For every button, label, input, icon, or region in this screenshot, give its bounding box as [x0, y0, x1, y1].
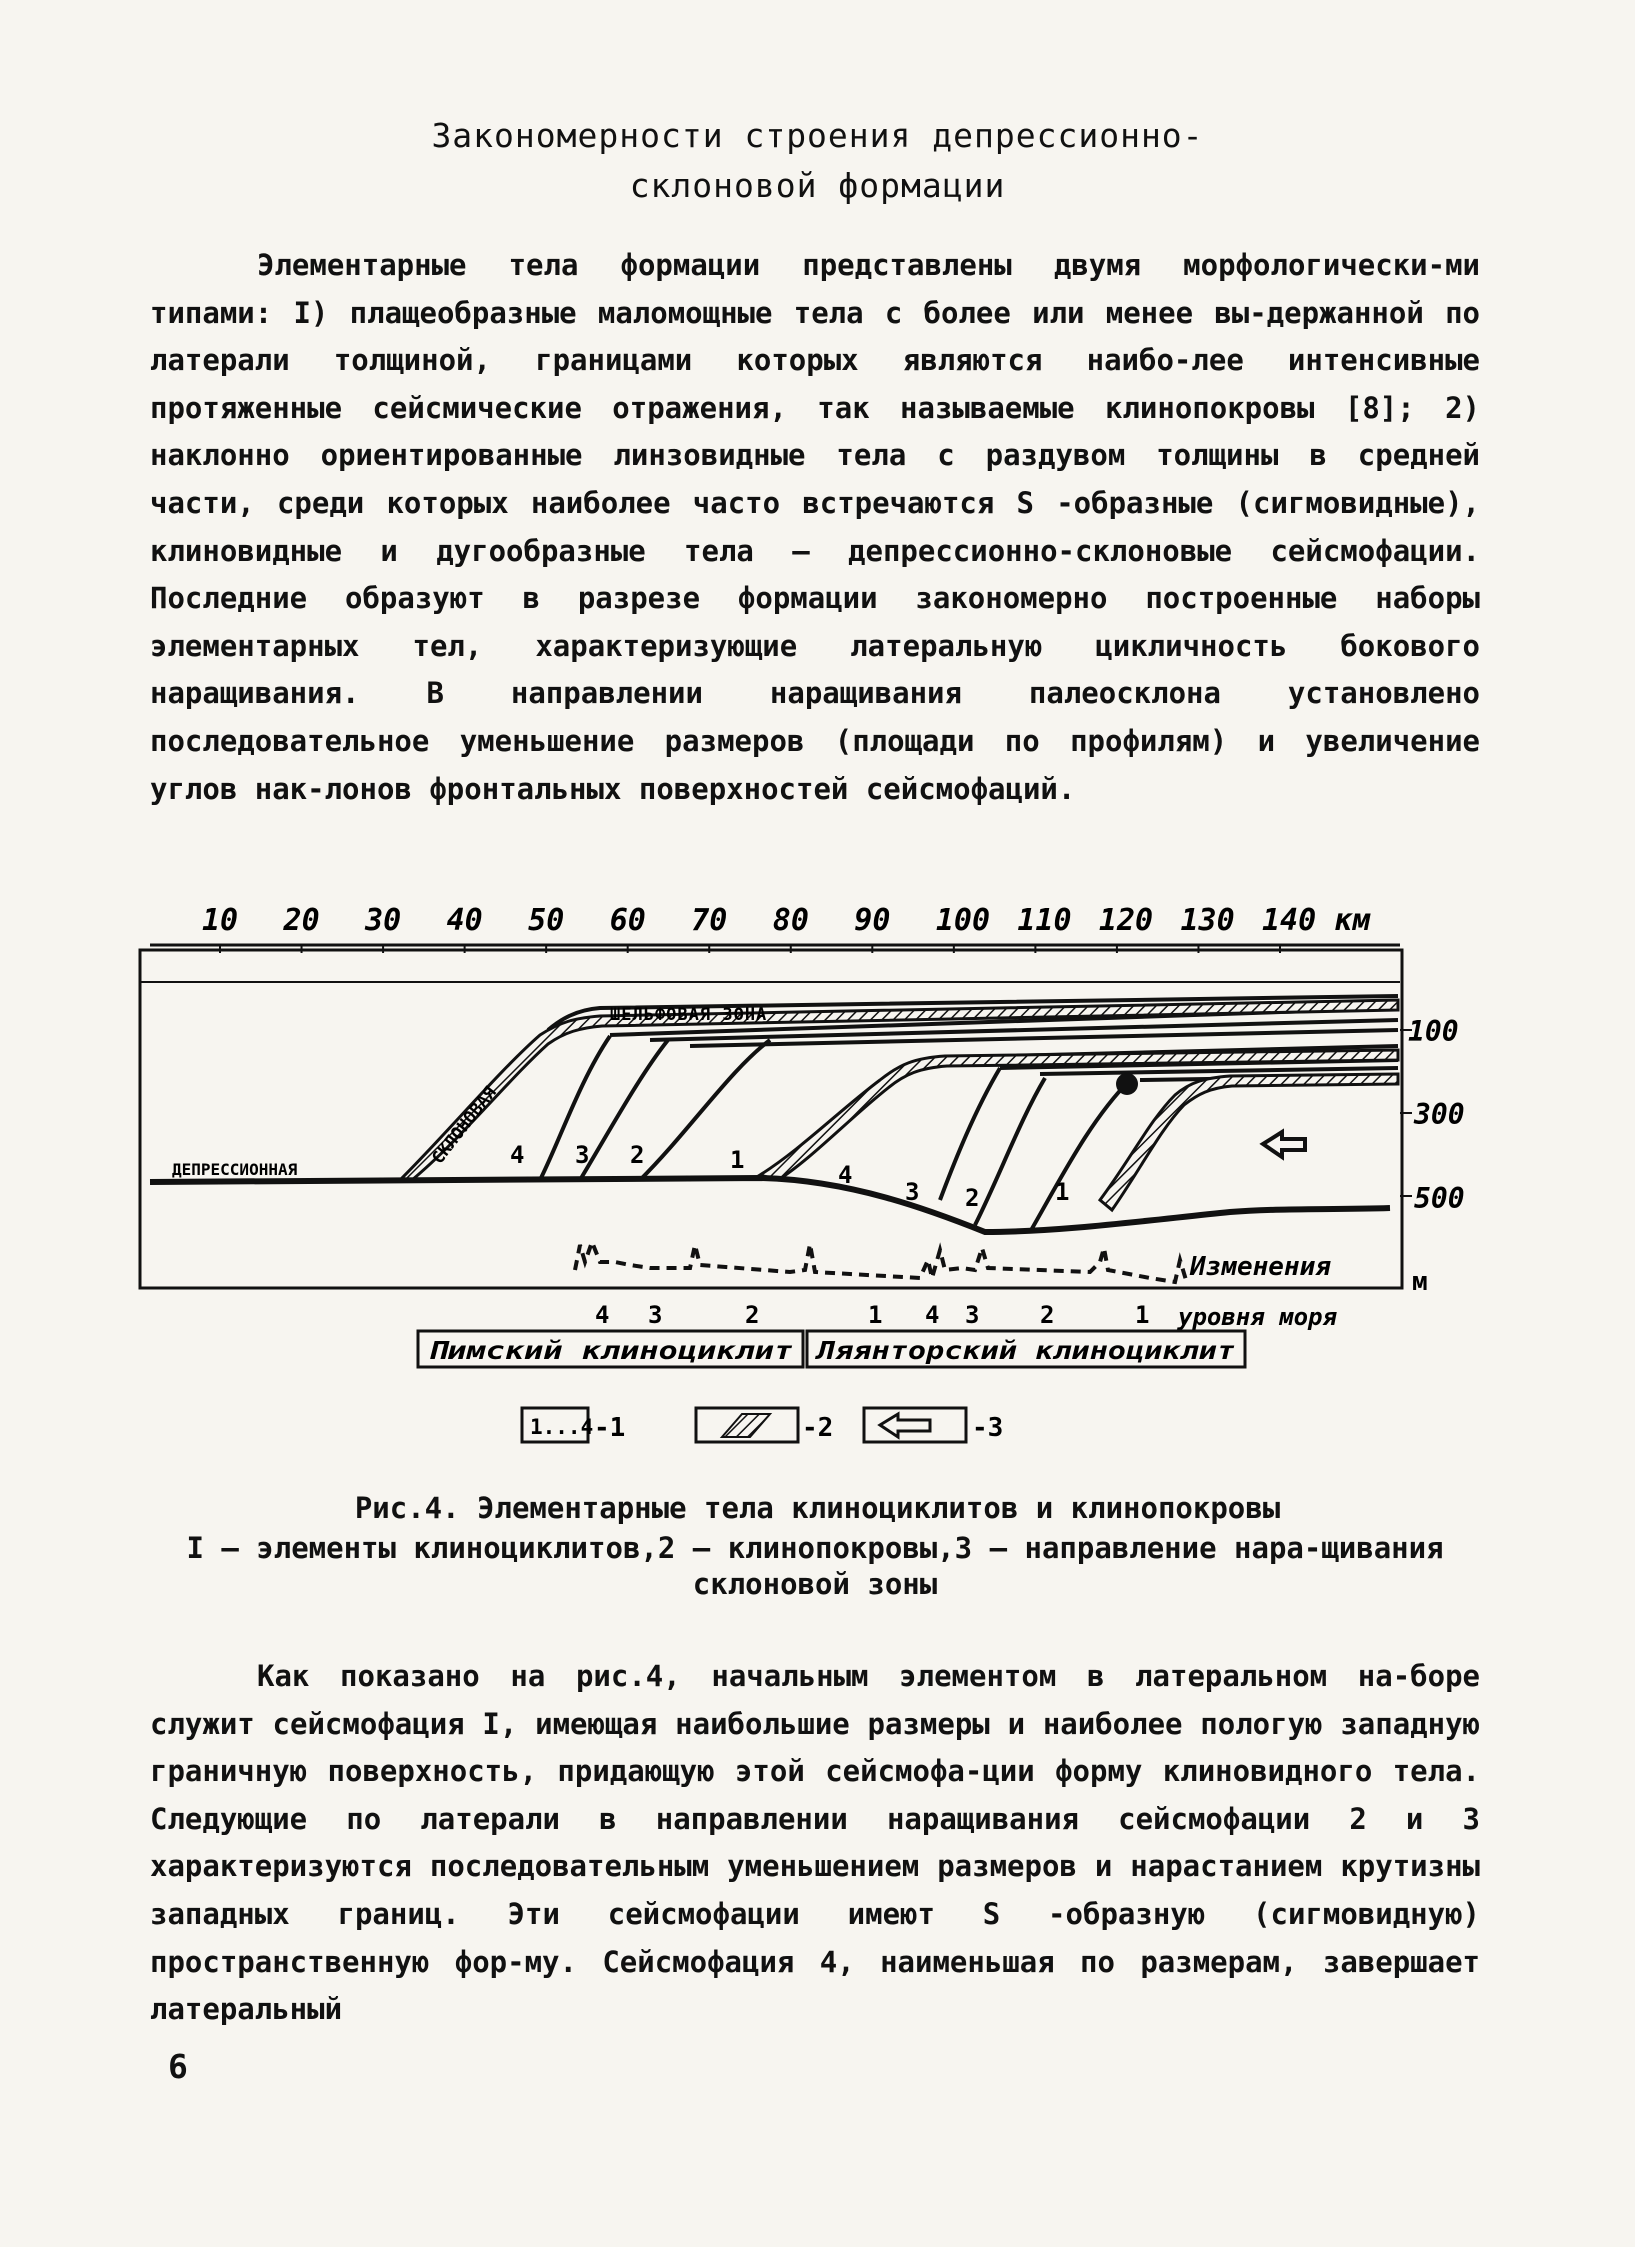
- paragraph-1-text: Элементарные тела формации представлены двумя морфологически-ми типами: I) плащеобразные маломощные тела с более или менее вы-держанной по латерали толщиной, границами которых являются наибо-лее интенсивные протяженные сейсмические отражения, так называемые клинопокровы [8]; 2) наклонно ориентированные линзовидные тела с раздувом толщины в средней части, среди которых наиболее часто встречаются S -образные (сигмовидные), клиновидные и дугообразные тела – депрессионно-склоновые сейсмофации. Последние образуют в разрезе формации закономерно построенные наборы элементарных тел, характеризующие латеральную цикличность бокового наращивания. В направлении наращивания палеосклона установлено последовательное уменьшение размеров (площади по профилям) и увеличение углов нак-лонов фронтальных поверхностей сейсмофаций.: [150, 248, 1480, 806]
- marker-dot: [1116, 1073, 1138, 1095]
- x-axis-tick-label: 140 км: [1262, 903, 1371, 938]
- page-title: Закономерности строения депрессионно-: [431, 116, 1204, 155]
- legend-label-2: -2: [802, 1413, 834, 1443]
- x-axis-tick-label: 40: [446, 903, 483, 938]
- depth-label-500: 500: [1414, 1182, 1465, 1215]
- body-number-right-2: 2: [965, 1184, 980, 1212]
- sea-level-label-1: Изменения: [1190, 1252, 1331, 1282]
- legend-label-1: -1: [594, 1413, 626, 1443]
- depth-label-300: 300: [1414, 1098, 1465, 1131]
- body-number-left-4: 4: [510, 1141, 525, 1169]
- x-axis-tick-label: 30: [365, 903, 402, 938]
- sea-level-number: 2: [1040, 1301, 1055, 1329]
- x-axis-tick-label: 60: [609, 903, 646, 938]
- paragraph-2-text: Как показано на рис.4, начальным элементом в латеральном на-боре служит сейсмофация I, имеющая наибольшие размеры и наиболее пологую западную граничную поверхность, придающую этой сейсмофа-ции форму клиновидного тела. Следующие по латерали в направлении наращивания сейсмофации 2 и 3 характеризуются последовательным уменьшением размеров и нарастанием крутизны западных границ. Эти сейсмофации имеют S -образную (сигмовидную) пространственную фор-му. Сейсмофация 4, наименьшая по размерам, завершает латеральный: [150, 1659, 1480, 2027]
- x-axis-tick-label: 120: [1098, 903, 1154, 938]
- legend-label-3: -3: [972, 1413, 1004, 1443]
- sea-level-number: 3: [965, 1301, 980, 1329]
- clinocyclite-label-pimsky: Пимский клиноциклит: [428, 1336, 793, 1365]
- x-axis-tick-label: 130: [1180, 903, 1235, 938]
- shelf-zone-label: ШЕЛЬФОВАЯ ЗОНА: [610, 1005, 768, 1025]
- formation-base: [150, 1178, 1390, 1232]
- body-number-left-2: 2: [630, 1141, 645, 1169]
- clinopokrov-right: [1100, 1074, 1398, 1210]
- x-axis-tick-label: 80: [772, 903, 809, 938]
- sea-level-number: 2: [745, 1301, 760, 1329]
- figure-caption-title: Рис.4. Элементарные тела клиноциклитов и клинопокровы: [354, 1491, 1281, 1525]
- depression-zone-label: ДЕПРЕССИОННАЯ: [172, 1160, 298, 1179]
- sea-level-number: 4: [925, 1301, 940, 1329]
- figure-caption-body: I – элементы клиноциклитов,2 – клинопокровы,3 – направление нара-щивания склоновой зоны: [186, 1531, 1444, 1601]
- depth-label-100: 100: [1408, 1015, 1459, 1048]
- sea-level-number: 4: [595, 1301, 610, 1329]
- x-axis-tick-label: 70: [691, 903, 728, 938]
- progradation-arrow-icon: [1263, 1132, 1305, 1157]
- legend-symbol-1-text: 1...4: [530, 1415, 594, 1439]
- x-axis-tick-label: 20: [283, 903, 320, 938]
- depth-unit-label: м: [1412, 1267, 1428, 1297]
- x-axis-tick-label: 100: [935, 903, 991, 938]
- body-number-left-1: 1: [730, 1146, 745, 1174]
- legend-arrow-icon: [880, 1414, 930, 1437]
- paragraph-2: [150, 1653, 1480, 2034]
- x-axis-tick-label: 90: [854, 903, 891, 938]
- clinocyclite-label-lyantorsky: Ляянторский клиноциклит: [814, 1336, 1235, 1365]
- sea-level-label-2: уровня моря: [1178, 1303, 1337, 1331]
- legend-hatch-icon: [722, 1414, 770, 1437]
- body-number-right-1: 1: [1055, 1178, 1070, 1206]
- sea-level-number: 3: [648, 1301, 663, 1329]
- slope-zone-label: СКЛОНОВАЯ: [428, 1083, 501, 1169]
- sea-level-curve: [575, 1242, 1186, 1282]
- page-title-line2: склоновой формации: [629, 166, 1006, 205]
- sea-level-number: 1: [1135, 1301, 1150, 1329]
- sea-level-number: 1: [868, 1301, 883, 1329]
- body-number-left-3: 3: [575, 1141, 590, 1169]
- x-axis-tick-label: 50: [528, 903, 565, 938]
- body-number-right-3: 3: [905, 1178, 920, 1206]
- x-axis-tick-label: 110: [1017, 903, 1072, 938]
- x-axis-tick-label: 10: [202, 903, 239, 938]
- body-number-right-4: 4: [838, 1161, 853, 1189]
- page-number: 6: [168, 2047, 188, 2086]
